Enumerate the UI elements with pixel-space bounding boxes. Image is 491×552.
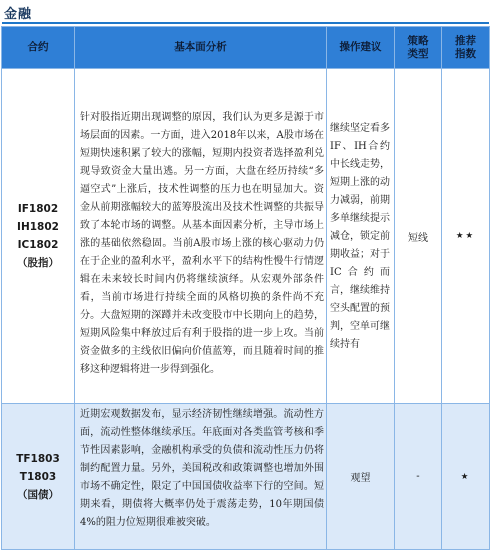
contract-cell — [2, 69, 75, 404]
section-title: 金融 — [4, 7, 33, 22]
recommend-stars: ★ — [442, 404, 490, 550]
header-strategy-type-line1: 策略 — [407, 34, 429, 47]
header-contract: 合约 — [2, 27, 75, 69]
futures-strategy-table — [1, 26, 490, 550]
header-advice: 操作建议 — [327, 27, 395, 69]
header-strategy-type-line2: 类型 — [407, 47, 429, 60]
table-row — [2, 69, 490, 404]
contract-code: IH1802 — [17, 221, 59, 233]
header-analysis: 基本面分析 — [75, 27, 327, 69]
strategy-type-cell: 短线 — [395, 69, 442, 404]
header-recommend-index-line1: 推荐 — [455, 34, 476, 47]
header-recommend-index — [442, 27, 490, 69]
contract-code: TF1803 — [16, 452, 60, 465]
title-divider — [2, 22, 489, 24]
analysis-cell: 针对股指近期出现调整的原因，我们认为更多是源于市场层面的因素。一方面，进入2018年以来，A股市场在短期快速积累了较大的涨幅，短期内投资者选择盈利兑现导致资金大量出逃。另一方面，大盘在经历持续“多逼空式”上涨后，技术性调整的压力也在明显加大。资金从前期涨幅较大的蓝筹股流出及技术性调整的共振导致了本轮市场的调整。从基本面因素分析，主导市场上涨的基础依然稳固。当前A股市场上涨的核心驱动力仍在于企业的盈利水平，盈利水平下的结构性慢牛行情逻辑在未来较长时间内仍将继续演绎。从宏观外部条件看，当前市场进行持续全面的风格切换的条件尚不充分。大盘短期的深蹲并未改变股市中长期向上的趋势，短期风险集中释放过后有利于股指的进一步上攻。当前资金做多的主线依旧偏向价值蓝筹，而且随着时间的推移这种逻辑将进一步得到强化。 — [75, 69, 327, 404]
table-row — [2, 404, 490, 550]
contract-category: （国债） — [17, 488, 59, 501]
advice-cell: 观望 — [327, 404, 395, 550]
strategy-type-cell: - — [395, 404, 442, 550]
advice-cell: 继续坚定看多IF、IH合约中长线走势，短期上涨的动力减弱，前期多单继续提示减仓，锁定前期收益；对于IC合约而言，继续维持空头配置的预判，空单可继续持有 — [327, 69, 395, 404]
header-strategy-type — [395, 27, 442, 69]
contract-category: （股指） — [17, 257, 59, 269]
recommend-stars: ★★ — [442, 69, 490, 404]
contract-code: T1803 — [19, 470, 57, 483]
analysis-cell: 近期宏观数据发布，显示经济韧性继续增强。流动性方面，流动性整体继续承压。年底面对各类监管考核和季节性因素影响，金融机构承受的负债和流动性压力仍将制约配置力量。另外，美国税改和政策调整也增加外围市场不确定性，限定了中国国债收益率下行的空间。短期来看，期债将大概率仍处于震荡走势，10年期国债4%的阻力位短期很难被突破。 — [75, 404, 327, 550]
contract-code: IF1802 — [17, 203, 59, 215]
contract-cell — [2, 404, 75, 550]
header-row — [2, 27, 490, 69]
header-recommend-index-line2: 指数 — [455, 47, 476, 60]
contract-code: IC1802 — [17, 239, 59, 251]
